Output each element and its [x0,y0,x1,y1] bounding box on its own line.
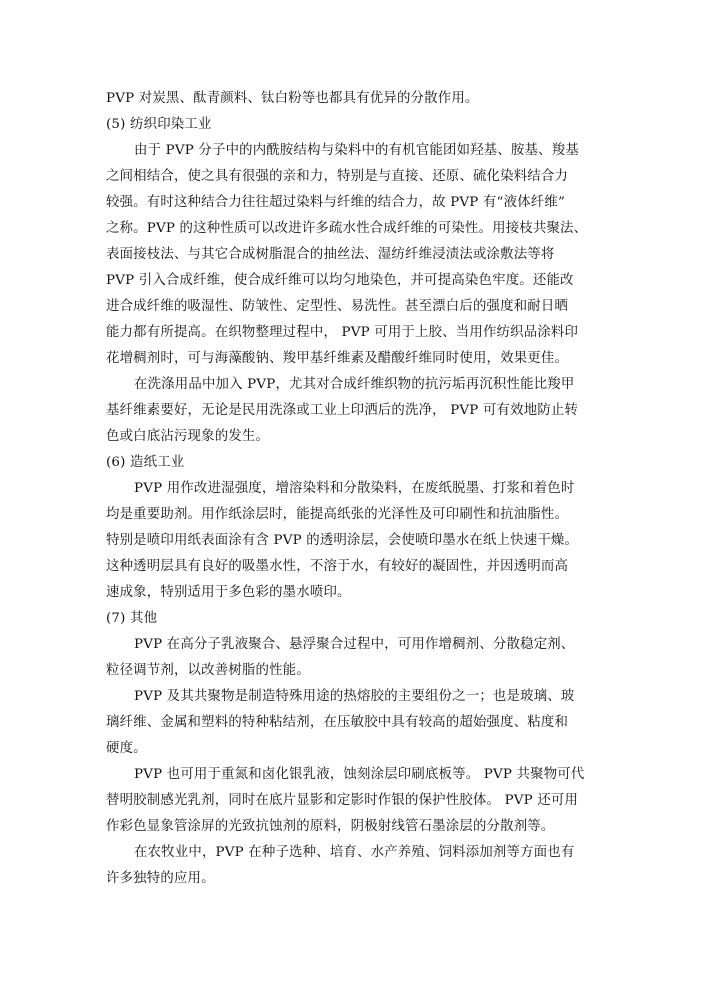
text-line: 这种透明层具有良好的吸墨水性，不溶于水，有较好的凝固性，并因透明而高 [106,559,569,574]
text-line: 能力都有所提高。在织物整理过程中， PVP 可用于上胶、当用作纺织品涂料印 [106,325,579,340]
text-line: PVP 用作改进湿强度，增溶染料和分散染料，在废纸脱墨、打浆和着色时 [134,481,575,496]
text-line: 在洗涤用品中加入 PVP，尤其对合成纤维织物的抗污垢再沉积性能比羧甲 [134,377,575,392]
text-line: 硬度。 [106,741,147,756]
text-line: PVP 在高分子乳液聚合、悬浮聚合过程中，可用作增稠剂、分散稳定剂、 [134,637,575,652]
text-line: 替明胶制感光乳剂，同时在底片显影和定影时作银的保护性胶体。 PVP 还可用 [106,793,579,808]
text-line: (7) 其他 [106,611,158,626]
text-line: 花增稠剂时，可与海藻酸钠、羧甲基纤维素及醋酸纤维同时使用，效果更佳。 [106,351,569,366]
text-line: PVP 及其共聚物是制造特殊用途的热熔胶的主要组份之一；也是玻璃、玻 [134,689,575,704]
text-line: PVP 引入合成纤维，使合成纤维可以均匀地染色，并可提高染色牢度。还能改 [106,273,574,288]
document-page [106,86,606,892]
text-line: 作彩色显象管涂屏的光致抗蚀剂的原料，阴极射线管石墨涂层的分散剂等。 [106,819,555,834]
text-line: 较强。有时这种结合力往往超过染料与纤维的结合力，故 PVP 有“液体纤维” [106,195,566,210]
text-line: 璃纤维、金属和塑料的特种粘结剂，在压敏胶中具有较高的超始强度、粘度和 [106,715,569,730]
text-line: 基纤维素要好，无论是民用洗涤或工业上印洒后的洗净， PVP 可有效地防止转 [106,403,579,418]
text-line: 色或白底沾污现象的发生。 [106,429,270,444]
text-line: 之称。PVP 的这种性质可以改进许多疏水性合成纤维的可染性。用接枝共聚法、 [106,221,588,236]
text-line: PVP 对炭黑、酞青颜料、钛白粉等也都具有优异的分散作用。 [106,91,479,106]
text-line: 由于 PVP 分子中的内酰胺结构与染料中的有机官能团如羟基、胺基、羧基 [134,143,579,158]
text-line: 进合成纤维的吸湿性、防皱性、定型性、易洗性。甚至漂白后的强度和耐日晒 [106,299,569,314]
text-line: 许多独特的应用。 [106,871,215,886]
text-line: 特别是喷印用纸表面涂有含 PVP 的透明涂层，会使喷印墨水在纸上快速干燥。 [106,533,579,548]
text-line: PVP 也可用于重氮和卤化银乳液，蚀刻涂层印刷底板等。 PVP 共聚物可代 [134,767,585,782]
text-line: 粒径调节剂，以改善树脂的性能。 [106,663,310,678]
text-line: 均是重要助剂。用作纸涂层时，能提高纸张的光泽性及可印刷性和抗油脂性。 [106,507,569,522]
text-line: 速成象，特别适用于多色彩的墨水喷印。 [106,585,351,600]
text-line: (5) 纺织印染工业 [106,117,212,132]
text-line: 表面接枝法、与其它合成树脂混合的抽丝法、湿纺纤维浸渍法或涂敷法等将 [106,247,555,262]
text-line: 在农牧业中，PVP 在种子选种、培育、水产养殖、饲料添加剂等方面也有 [134,845,575,860]
text-line: (6) 造纸工业 [106,455,185,470]
text-line: 之间相结合，使之具有很强的亲和力，特别是与直接、还原、硫化染料结合力 [106,169,569,184]
